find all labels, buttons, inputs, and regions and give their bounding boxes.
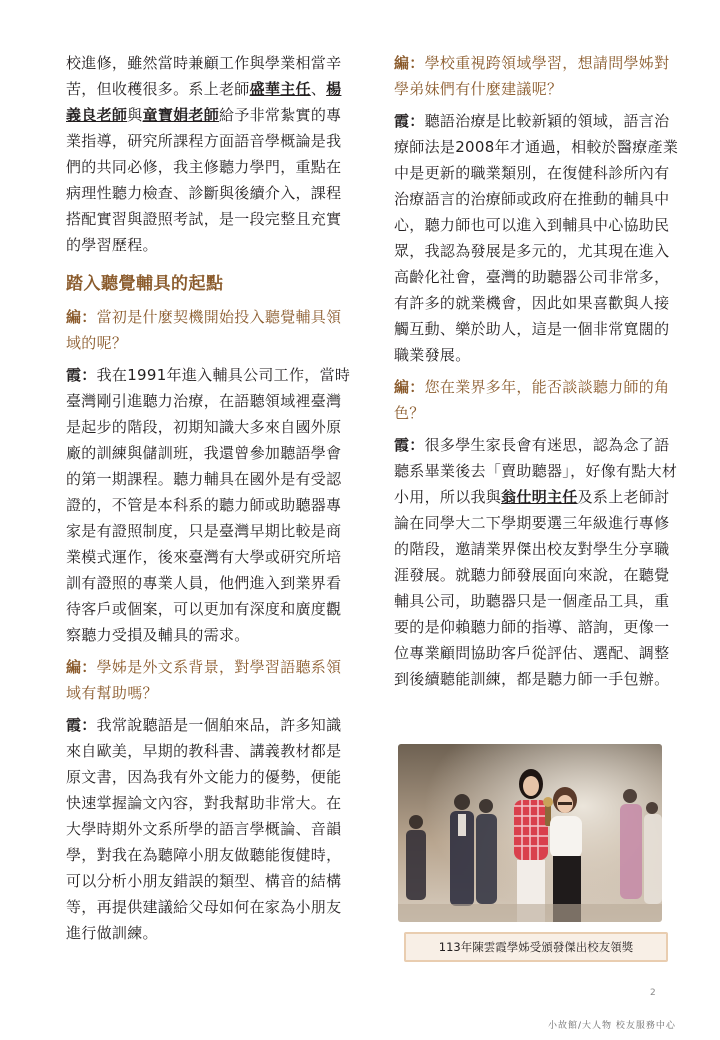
intro-text-b: 給予非常紮實的專業指導，研究所課程方面語音學概論是我們的共同必修，我主修聽力學門，重點在病理性聽力檢查、診斷與後續介入，課程搭配實習與證照考試，是一段完整且充實的學習歷程。 <box>66 106 342 254</box>
question-label: 編： <box>394 54 425 72</box>
person-name-2: 楊義良老師 <box>66 80 342 124</box>
answer-1 <box>66 362 356 648</box>
intro-sep-2: 與 <box>127 106 143 124</box>
question-label: 編： <box>394 378 425 396</box>
award-photo <box>398 744 662 922</box>
left-column <box>66 50 356 948</box>
question-label: 編： <box>66 308 97 326</box>
person-name-1: 盛華主任 <box>249 80 311 98</box>
answer-text: 我常說聽語是一個舶來品，許多知識來自歐美，早期的教科書、講義教材都是原文書，因為我有外文能力的優勢，便能快速掌握論文內容，對我幫助非常大。在大學時期外文系所學的語言學概論、音韻學，對我在為聽障小朋友做聽能復健時，可以分析小朋友錯誤的類型、構音的結構等，再提供建議給父母如何在家為小朋友進行做訓練。 <box>66 716 342 942</box>
page-number: 2 <box>650 988 656 998</box>
answer-3 <box>394 108 680 368</box>
intro-paragraph <box>66 50 356 258</box>
answer-text: 我在1991年進入輔具公司工作，當時臺灣剛引進聽力治療，在語聽領域裡臺灣是起步的階段，初期知識大多來自國外原廠的訓練與儲訓班，我還曾參加聽語學會的第一期課程。聽力輔具在國外是有受認證的，不管是本科系的聽力師或助聽器專家是有證照制度，只是臺灣早期比較是商業模式運作，後來臺灣有大學或研究所培訓有證照的專業人員，他們進入到業界看待客戶或個案，可以更加有深度和廣度觀察聽力受損及輔具的需求。 <box>66 366 351 644</box>
answer-label: 霞： <box>394 112 425 130</box>
person-name-3: 童寶娟老師 <box>142 106 220 124</box>
person-name-4: 翁仕明主任 <box>501 488 578 506</box>
intro-sep-1: 、 <box>310 80 327 98</box>
answer-label: 霞： <box>66 366 97 384</box>
question-4 <box>394 374 680 426</box>
question-text: 當初是什麼契機開始投入聽覺輔具領域的呢？ <box>66 308 342 352</box>
question-text: 學姊是外文系背景，對學習語聽系領域有幫助嗎？ <box>66 658 342 702</box>
answer-text-b: 及系上老師討論在同學大二下學期要選三年級進行專修的階段，邀請業界傑出校友對學生分享職涯發展。就聽力師發展面向來說，在聽覺輔具公司，助聽器只是一個產品工具，重要的是仰賴聽力師的指導、諮詢，更像一位專業顧問協助客戶從評估、選配、調整到後續聽能訓練，都是聽力師一手包辦。 <box>394 488 670 688</box>
award-photo-illustration <box>398 744 662 922</box>
intro-text-a: 校進修，雖然當時兼顧工作與學業相當辛苦，但收穫很多。系上老師 <box>66 54 342 98</box>
answer-label: 霞： <box>66 716 97 734</box>
question-1 <box>66 304 356 356</box>
question-3 <box>394 50 680 102</box>
answer-4 <box>394 432 680 692</box>
answer-text: 聽語治療是比較新穎的領域，語言治療師法是2008年才通過，相較於醫療產業中是更新的職業類別，在復健科診所內有治療語言的治療師或政府在推動的輔具中心，聽力師也可以進入到輔具中心協助民眾，我認為發展是多元的，尤其現在進入高齡化社會，臺灣的助聽器公司非常多，有許多的就業機會，因此如果喜歡與人接觸互動、樂於助人，這是一個非常寬闊的職業發展。 <box>394 112 679 364</box>
question-2 <box>66 654 356 706</box>
question-label: 編： <box>66 658 97 676</box>
answer-2 <box>66 712 356 946</box>
right-column <box>394 50 680 694</box>
question-text: 您在業界多年，能否談談聽力師的角色？ <box>394 378 670 422</box>
page-footer: 小故館/大人物 校友服務中心 <box>548 1021 676 1031</box>
question-text: 學校重視跨領域學習，想請問學姊對學弟妹們有什麼建議呢？ <box>394 54 670 98</box>
photo-caption: 113年陳雲霞學姊受頒發傑出校友領獎 <box>404 932 668 962</box>
answer-label: 霞： <box>394 436 425 454</box>
answer-text-a: 很多學生家長會有迷思，認為念了語聽系畢業後去「賣助聽器」，好像有點大材小用，所以我與 <box>394 436 678 506</box>
section-title: 踏入聽覺輔具的起點 <box>66 274 224 294</box>
